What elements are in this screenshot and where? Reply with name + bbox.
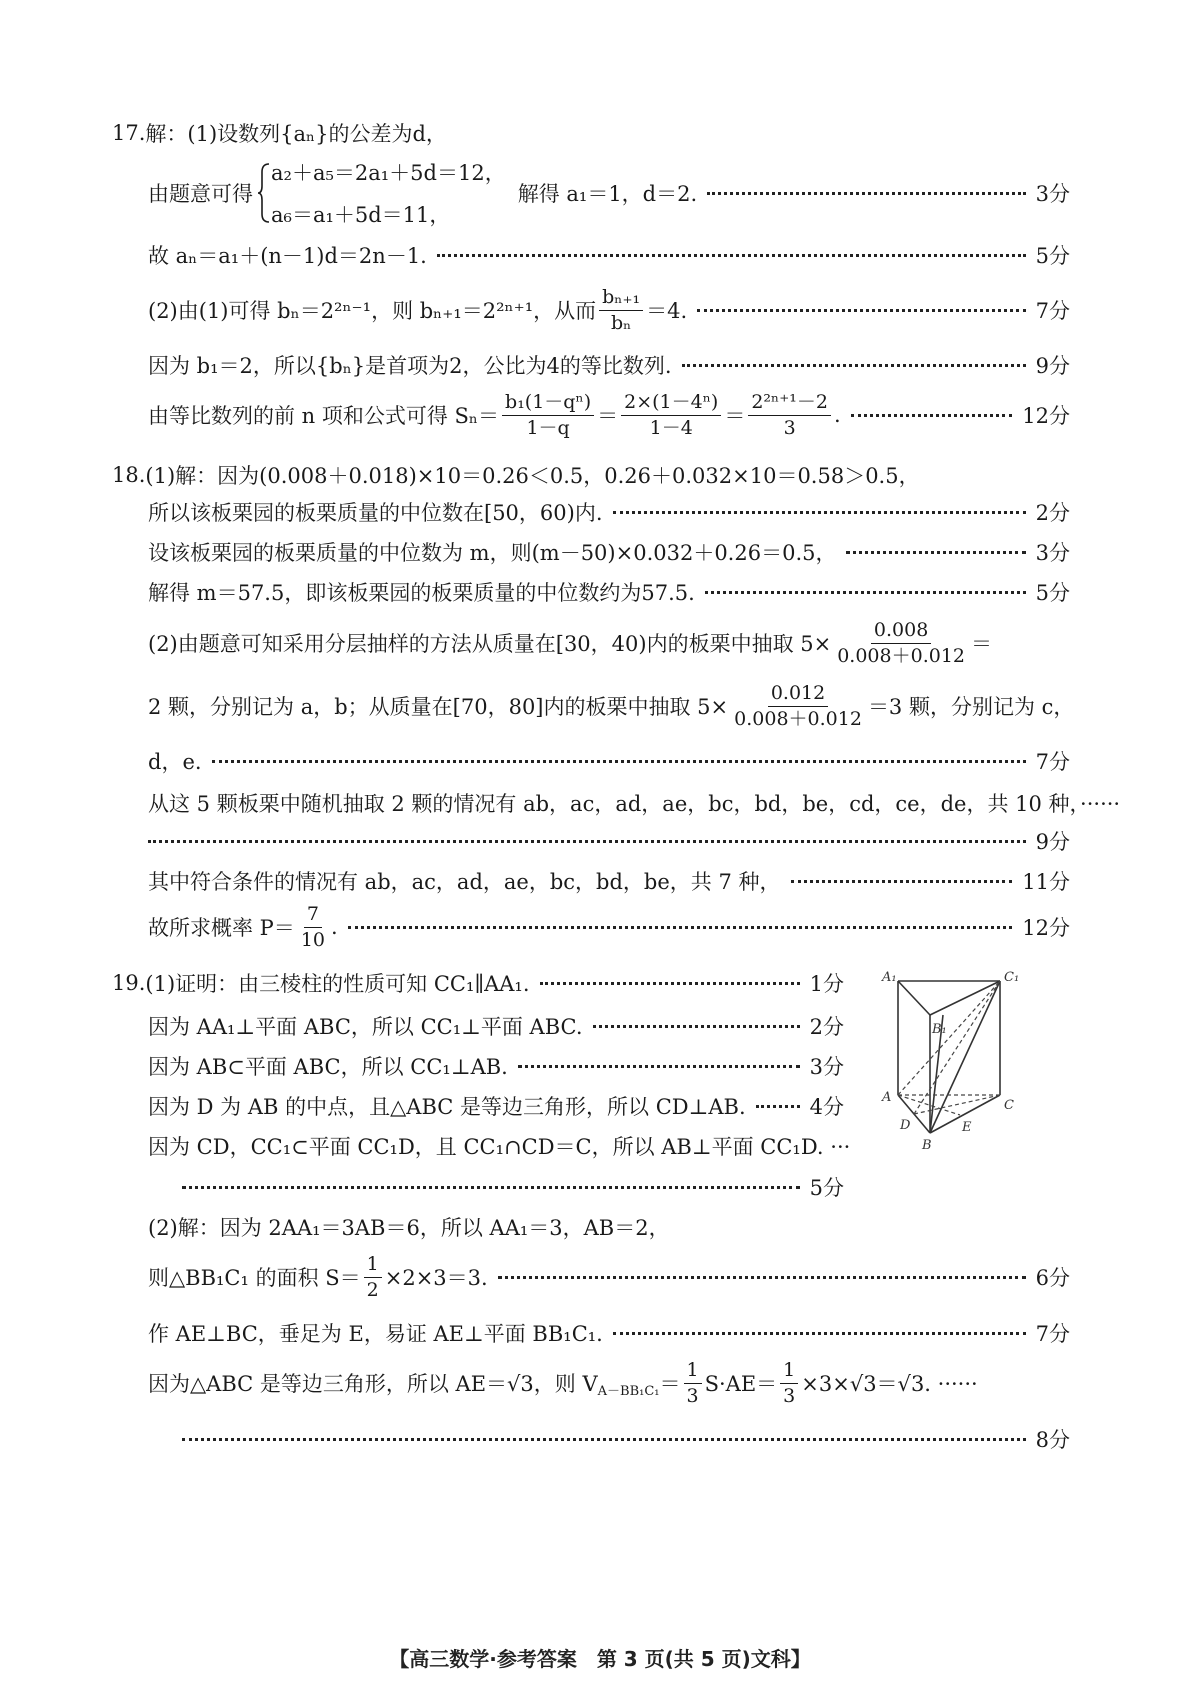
- fraction-numerator: 1: [780, 1360, 798, 1384]
- q19-parallel-edges: (1)证明：由三棱柱的性质可知 CC₁∥AA₁.: [145, 972, 530, 996]
- q18-all-cases: 从这 5 颗板栗中随机抽取 2 颗的情况有 ab，ac，ad，ae，bc，bd，be，cd，ce，de，共 10 种，······: [148, 792, 1121, 816]
- q19-number: 19.: [112, 971, 146, 995]
- label-A: A: [882, 1090, 892, 1105]
- dotted-leader: [182, 1438, 1026, 1441]
- dotted-leader: [148, 840, 1026, 843]
- system-equation-1: a₂＋a₅＝2a₁＋5d＝12，: [271, 161, 506, 185]
- q19-perpendicular-1: 因为 AA₁⊥平面 ABC，所以 CC₁⊥平面 ABC.: [148, 1015, 583, 1039]
- period: .: [834, 403, 841, 427]
- q19-perpendicular-2: 因为 AB⊂平面 ABC，所以 CC₁⊥AB.: [148, 1055, 508, 1079]
- q19-volume-middle: S·AE＝: [704, 1372, 778, 1396]
- q19-line-9: [148, 1318, 1070, 1348]
- q19-line-7: [148, 1212, 1070, 1242]
- q18-labels-end: d，e.: [148, 750, 202, 774]
- fraction-numerator: 1: [684, 1360, 702, 1384]
- q17-line-5: [148, 350, 1070, 380]
- q19-line-5: [148, 1131, 850, 1161]
- q17-number: 17.: [112, 121, 146, 145]
- fraction-denominator: 1－4: [649, 416, 693, 439]
- fraction-numerator: 2×(1－4ⁿ): [621, 392, 721, 416]
- system-equation-2: a₆＝a₁＋5d＝11，: [271, 203, 451, 227]
- fraction-numerator: 7: [304, 904, 322, 928]
- equals-sign: ＝: [597, 404, 619, 428]
- dotted-leader: [182, 1186, 800, 1189]
- q18-line-9: [148, 826, 1070, 856]
- score-label: 4分: [809, 1095, 844, 1119]
- dotted-leader: [518, 1065, 800, 1068]
- q19-line-8: [148, 1252, 1070, 1302]
- fraction-denominator: 10: [300, 928, 325, 951]
- dotted-leader: [613, 511, 1026, 514]
- dotted-leader: [613, 1332, 1026, 1335]
- q17-line-2: [148, 161, 1070, 227]
- fraction-numerator: 1: [364, 1254, 382, 1278]
- q19-line-10: [148, 1357, 1070, 1409]
- sum-fraction-1: [502, 392, 594, 439]
- q19-part2-lengths: (2)解：因为 2AA₁＝3AB＝6，所以 AA₁＝3，AB＝2，: [148, 1216, 670, 1240]
- score-label: 6分: [1035, 1266, 1070, 1290]
- q18-cumulative-check: (1)解：因为(0.008＋0.018)×10＝0.26＜0.5，0.26＋0.032×10＝0.58＞0.5，: [145, 464, 920, 488]
- q18-line-3: [148, 537, 1070, 567]
- q17-condition-intro: 由题意可得: [148, 182, 253, 206]
- q19-midpoint: 因为 D 为 AB 的中点，且△ABC 是等边三角形，所以 CD⊥AB.: [148, 1095, 746, 1119]
- score-label: 7分: [1035, 750, 1070, 774]
- fraction-numerator: 2²ⁿ⁺¹－2: [748, 392, 831, 416]
- ratio-value: ＝4.: [646, 299, 688, 323]
- dotted-leader: [437, 254, 1026, 257]
- q17-geometric-sequence: 因为 b₁＝2，所以{bₙ}是首项为2，公比为4的等比数列.: [148, 354, 672, 378]
- q17-line-4: [148, 285, 1070, 335]
- q18-sampling-continued: 2 颗，分别记为 a，b；从质量在[70，80]内的板栗中抽取 5×: [148, 695, 729, 719]
- q18-line-1: [112, 460, 920, 490]
- sum-fraction-2: [621, 392, 721, 439]
- fraction-denominator: bₙ: [610, 311, 632, 334]
- volume-fraction-2: [780, 1360, 798, 1407]
- q18-line-5: [148, 617, 1070, 669]
- q18-median-value: 解得 m＝57.5，即该板栗园的板栗质量的中位数约为57.5.: [148, 581, 695, 605]
- score-label: 2分: [1035, 501, 1070, 525]
- label-B1: B₁: [932, 1022, 947, 1037]
- q18-line-8: [148, 788, 1121, 818]
- q18-probability-intro: 故所求概率 P＝: [148, 916, 295, 940]
- q17-sum-formula-intro: 由等比数列的前 n 项和公式可得 Sₙ＝: [148, 404, 500, 428]
- score-label: 2分: [809, 1015, 844, 1039]
- q18-line-11: [148, 902, 1070, 952]
- fraction-denominator: 1－q: [526, 416, 570, 439]
- dotted-leader: [540, 982, 800, 985]
- score-label: 1分: [809, 972, 844, 996]
- fraction-denominator: 3: [686, 1384, 699, 1407]
- score-label: 12分: [1022, 916, 1070, 940]
- fraction-numerator: b₁(1－qⁿ): [502, 392, 594, 416]
- area-fraction: [364, 1254, 382, 1301]
- q18-median-equation: 设该板栗园的板栗质量的中位数为 m，则(m－50)×0.032＋0.26＝0.5，: [148, 541, 837, 565]
- label-C: C: [1004, 1098, 1014, 1113]
- fraction-denominator: 0.008＋0.012: [837, 644, 966, 667]
- score-label: 8分: [1035, 1428, 1070, 1452]
- period: .: [331, 915, 338, 939]
- label-D: D: [900, 1118, 911, 1133]
- score-label: 5分: [809, 1176, 844, 1200]
- dotted-leader: [593, 1025, 800, 1028]
- fraction-numerator: 0.008: [871, 620, 931, 644]
- dotted-leader: [212, 760, 1026, 763]
- q19-line-2: [148, 1011, 844, 1041]
- score-label: 7分: [1035, 1322, 1070, 1346]
- q18-line-7: [148, 746, 1070, 776]
- score-label: 9分: [1035, 354, 1070, 378]
- score-label: 3分: [1035, 182, 1070, 206]
- q17-line-6: [148, 390, 1070, 440]
- q18-sampling-labels: ＝3 颗，分别记为 c，: [867, 695, 1075, 719]
- q18-line-6: [148, 680, 1075, 732]
- score-label: 12分: [1022, 404, 1070, 428]
- q18-line-2: [148, 497, 1070, 527]
- dotted-leader: [707, 192, 1025, 195]
- q19-line-4: [148, 1091, 844, 1121]
- volume-fraction-1: [684, 1360, 702, 1407]
- score-label: 3分: [1035, 541, 1070, 565]
- q19-plane-conclusion: 因为 CD，CC₁⊂平面 CC₁D，且 CC₁∩CD＝C，所以 AB⊥平面 CC₁D. ···: [148, 1135, 851, 1159]
- q19-volume-intro: 因为△ABC 是等边三角形，所以 AE＝√3，则 V: [148, 1372, 598, 1396]
- equals-sign: ＝: [724, 404, 746, 428]
- triangular-prism-figure: [878, 965, 1038, 1165]
- dotted-leader: [348, 926, 1013, 929]
- equation-system: [257, 157, 506, 229]
- q17-part2-text: (2)由(1)可得 bₙ＝2²ⁿ⁻¹，则 bₙ₊₁＝2²ⁿ⁺¹，从而: [148, 299, 597, 323]
- q19-line-3: [148, 1051, 844, 1081]
- q19-line-11: [182, 1424, 1070, 1454]
- q18-favorable-cases: 其中符合条件的情况有 ab，ac，ad，ae，bc，bd，be，共 7 种，: [148, 870, 781, 894]
- score-label: 9分: [1035, 830, 1070, 854]
- label-C1: C₁: [1004, 970, 1020, 985]
- fraction-numerator: 0.012: [768, 683, 828, 707]
- left-brace-icon: [257, 162, 271, 224]
- label-B: B: [922, 1138, 932, 1153]
- equals-sign: ＝: [659, 1372, 681, 1396]
- q17-solution-start: 解：(1)设数列{aₙ}的公差为d，: [145, 122, 447, 146]
- volume-subscript: A－BB₁C₁: [597, 1384, 660, 1399]
- fraction-denominator: 3: [783, 1384, 796, 1407]
- sampling-fraction-1: [834, 620, 968, 667]
- score-label: 5分: [1035, 244, 1070, 268]
- q18-median-interval: 所以该板栗园的板栗质量的中位数在[50，60)内.: [148, 501, 603, 525]
- score-label: 3分: [809, 1055, 844, 1079]
- q19-volume-value: ×3×√3＝√3. ······: [801, 1372, 978, 1396]
- q17-general-term: 故 aₙ＝a₁＋(n－1)d＝2n－1.: [148, 244, 427, 268]
- q17-solve-result: 解得 a₁＝1，d＝2.: [517, 182, 698, 206]
- q17-line-1: [112, 118, 447, 148]
- fraction-denominator: 0.008＋0.012: [734, 707, 862, 730]
- score-label: 7分: [1035, 299, 1070, 323]
- equals-sign: ＝: [971, 632, 993, 656]
- q19-area-intro: 则△BB₁C₁ 的面积 S＝: [148, 1266, 361, 1290]
- sum-fraction-3: [748, 392, 831, 439]
- q18-line-4: [148, 577, 1070, 607]
- q18-stratified-sampling: (2)由题意可知采用分层抽样的方法从质量在[30，40)内的板栗中抽取 5×: [148, 632, 832, 656]
- q17-line-3: [148, 240, 1070, 270]
- fraction-numerator: bₙ₊₁: [599, 287, 643, 311]
- dotted-leader: [756, 1105, 800, 1108]
- page-footer: 【高三数学·参考答案 第 3 页(共 5 页)文科】: [389, 1647, 811, 1671]
- probability-fraction: [298, 904, 328, 951]
- q19-area-value: ×2×3＝3.: [384, 1266, 488, 1290]
- sampling-fraction-2: [731, 683, 865, 730]
- q18-line-10: [148, 866, 1070, 896]
- dotted-leader: [705, 591, 1026, 594]
- q18-number: 18.: [112, 463, 146, 487]
- dotted-leader: [846, 551, 1025, 554]
- dotted-leader: [498, 1276, 1026, 1279]
- ratio-fraction: [599, 287, 643, 334]
- q19-height-construction: 作 AE⊥BC，垂足为 E，易证 AE⊥平面 BB₁C₁.: [148, 1322, 603, 1346]
- label-E: E: [962, 1120, 972, 1135]
- dotted-leader: [697, 309, 1025, 312]
- score-label: 5分: [1035, 581, 1070, 605]
- dotted-leader: [682, 364, 1026, 367]
- fraction-denominator: 2: [366, 1278, 379, 1301]
- fraction-denominator: 3: [783, 416, 796, 439]
- label-A1: A₁: [882, 970, 897, 985]
- q19-line-1: [112, 968, 844, 998]
- q19-line-6: [182, 1172, 844, 1202]
- dotted-leader: [791, 880, 1013, 883]
- score-label: 11分: [1022, 870, 1070, 894]
- dotted-leader: [851, 414, 1013, 417]
